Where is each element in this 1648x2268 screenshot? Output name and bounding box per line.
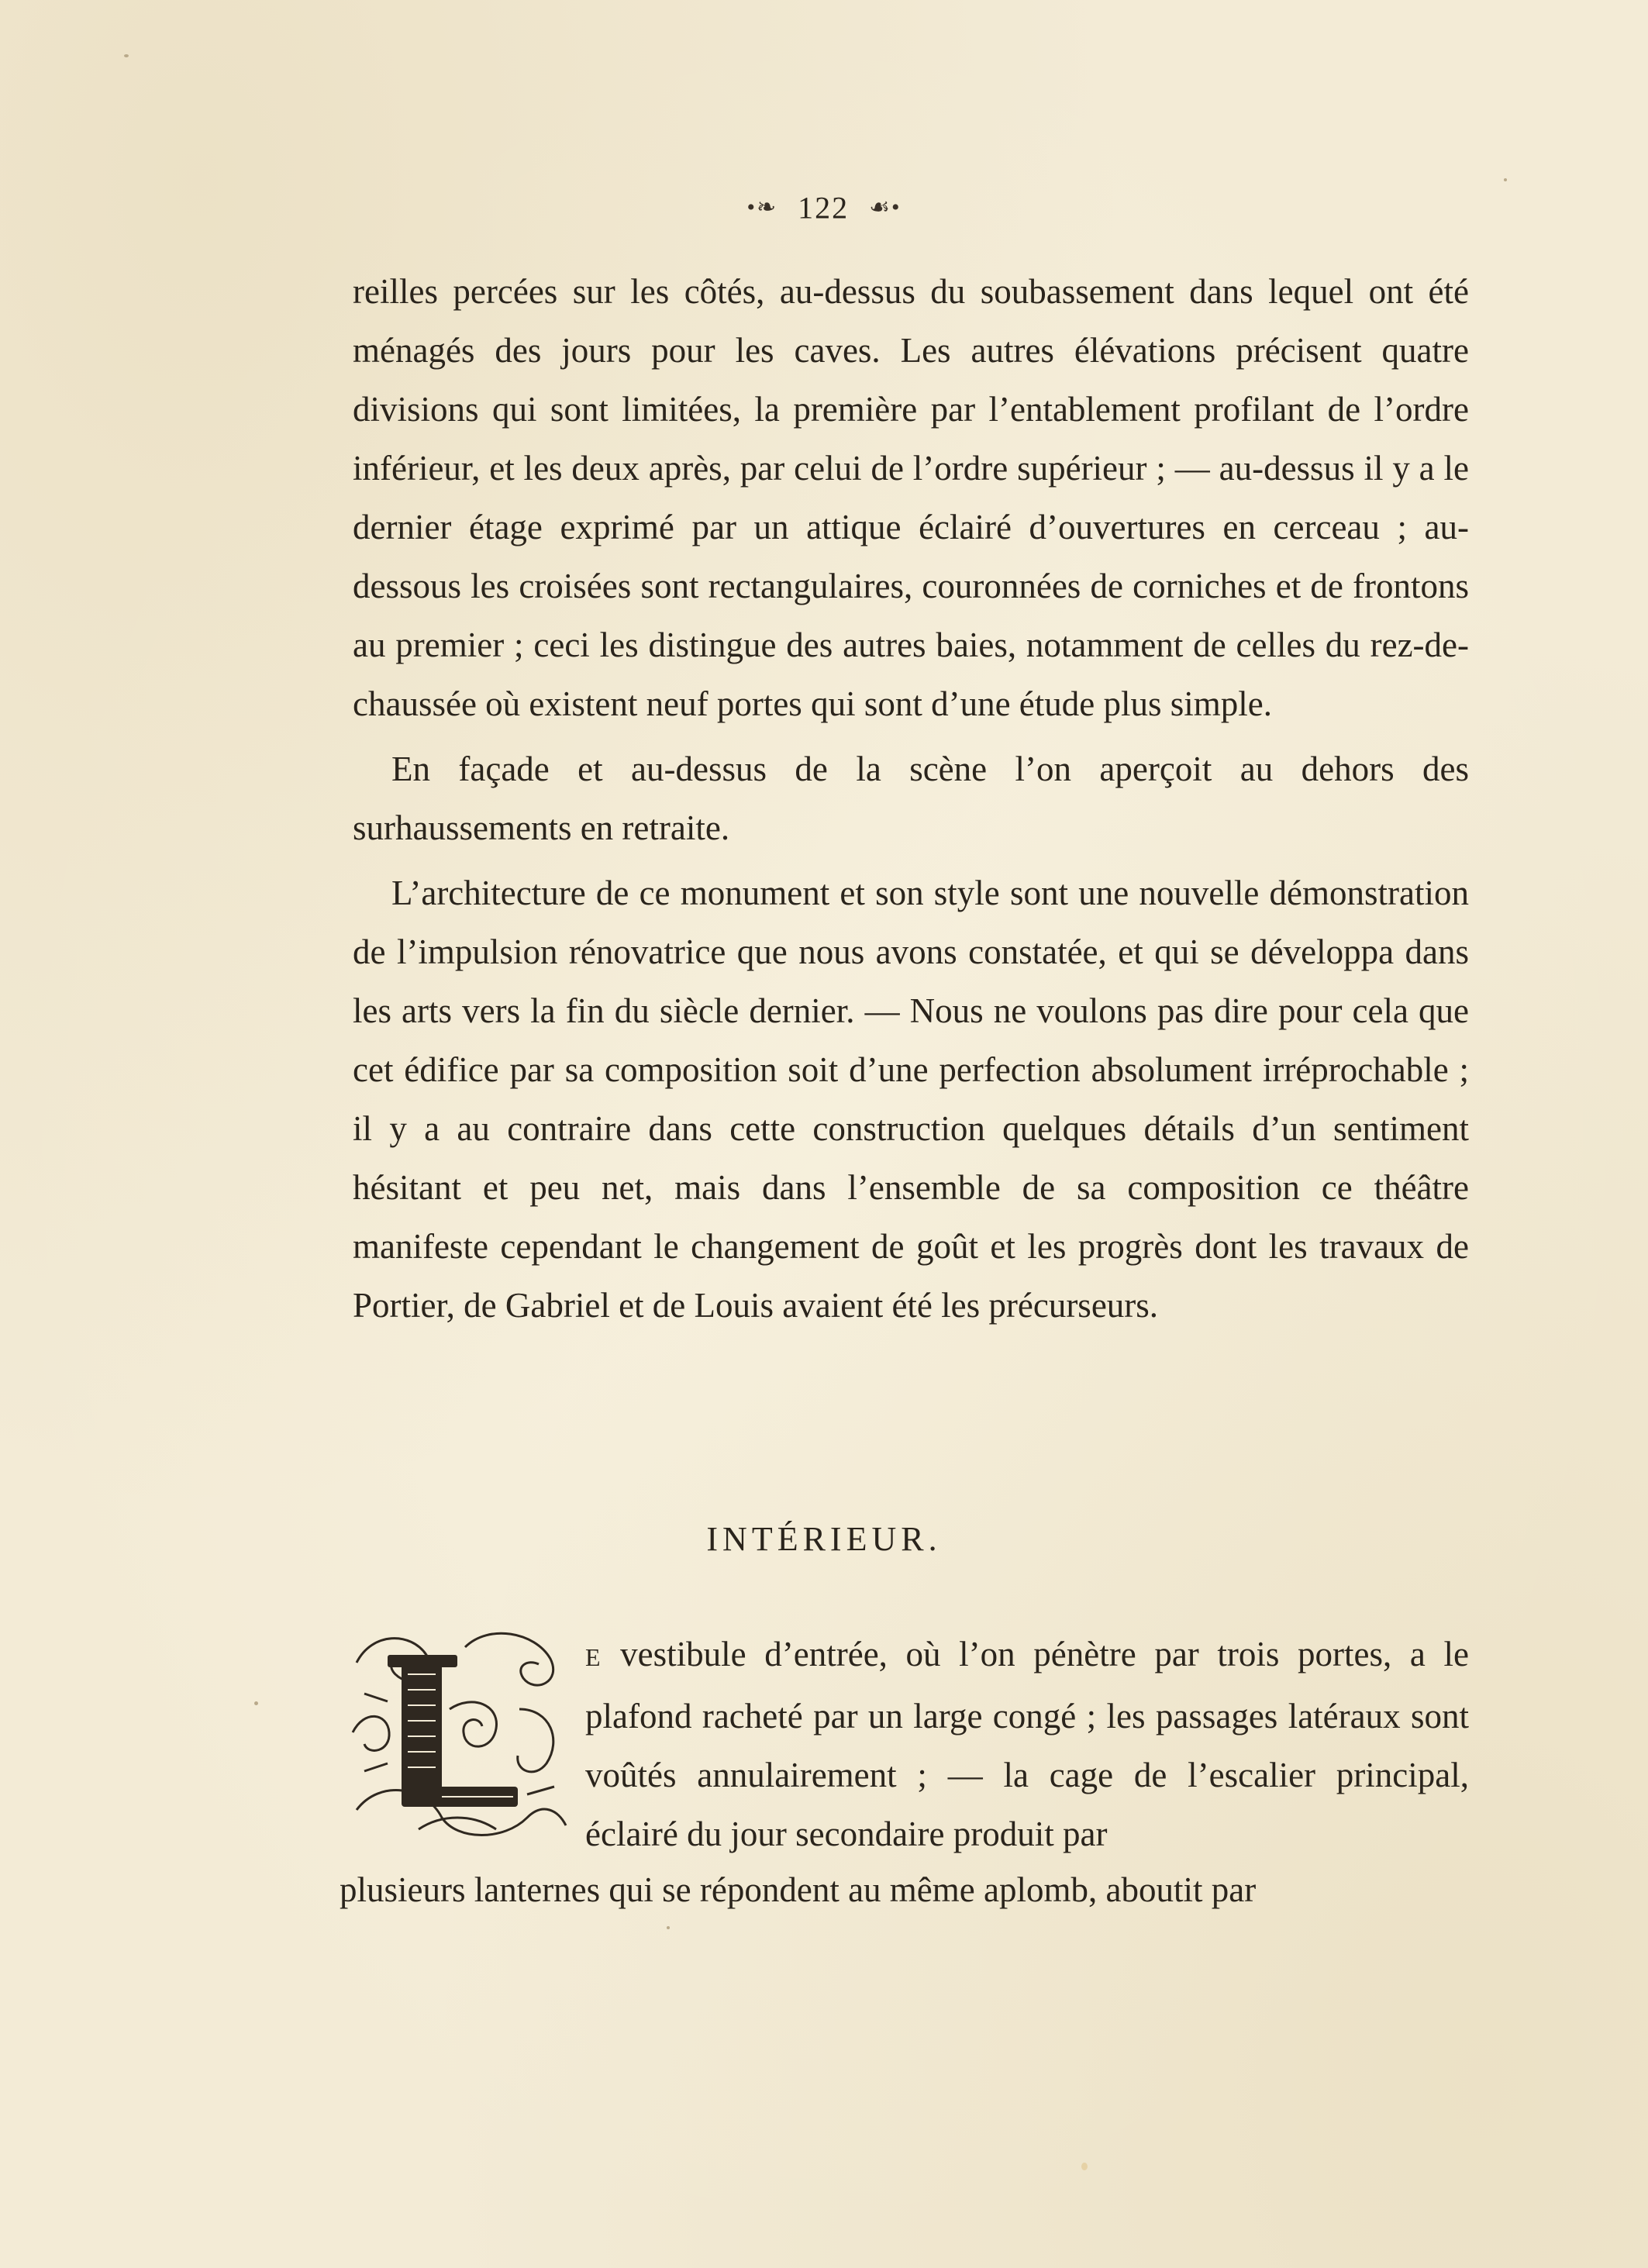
paragraph-2: En façade et au-dessus de la scène l’on aperçoit au dehors des surhaussements en retraite. [353, 750, 1469, 847]
page-header [0, 186, 1648, 226]
right-ornament-icon: ☙• [869, 195, 902, 221]
decorated-initial-L [341, 1616, 574, 1849]
section-heading: INTÉRIEUR. [706, 1520, 942, 1558]
section-first-lines [585, 1625, 1469, 1863]
paper-speck [1504, 178, 1507, 181]
left-ornament-icon: •❧ [746, 195, 778, 221]
paper-speck [1081, 2163, 1088, 2170]
paper-speck [124, 54, 129, 57]
page-number: 122 [798, 190, 850, 226]
initial-continuation: E [585, 1643, 602, 1671]
main-text [353, 262, 1469, 1335]
section-paragraph-tail: plusieurs lanternes qui se répondent au même aplomb, aboutit par [340, 1870, 1257, 1909]
paper-speck [667, 1926, 670, 1929]
paragraph-1: reilles percées sur les côtés, au-dessus du soubassement dans lequel ont été ménagés des jours pour les caves. Les autres élévations précisent quatre divisions qui sont limitées, la première par l’entablement profilant de l’ordre inférieur, et les deux après, par celui de l’ordre supérieur ; — au-dessus il y a le dernier étage exprimé par un attique éclairé d’ouvertures en cerceau ; au-dessous les croisées sont rectangulaires, couronnées de corniches et de frontons au premier ; ceci les distingue des autres baies, notamment de celles du rez-de-chaussée où existent neuf portes qui sont d’une étude plus simple. [353, 272, 1469, 723]
paragraph-3: L’architecture de ce monument et son style sont une nouvelle démonstration de l’impulsion rénovatrice que nous avons constatée, et qui se développa dans les arts vers la fin du siècle dernier. — Nous ne voulons pas dire pour cela que cet édifice par sa composition soit d’une perfection absolument irréprochable ; il y a au contraire dans cette construction quelques détails d’un sentiment hésitant et peu net, mais dans l’ensemble de sa composition ce théâtre manifeste cependant le changement de goût et les progrès dont les travaux de Portier, de Gabriel et de Louis avaient été les précurseurs. [353, 874, 1469, 1325]
section-paragraph-start: vestibule d’entrée, où l’on pénètre par trois portes, a le plafond racheté par un large congé ; les passages latéraux sont voûtés annulairement ; — la cage de l’escalier principal, éclairé du jour secondaire produit par [585, 1635, 1469, 1853]
paper-speck [254, 1701, 258, 1705]
